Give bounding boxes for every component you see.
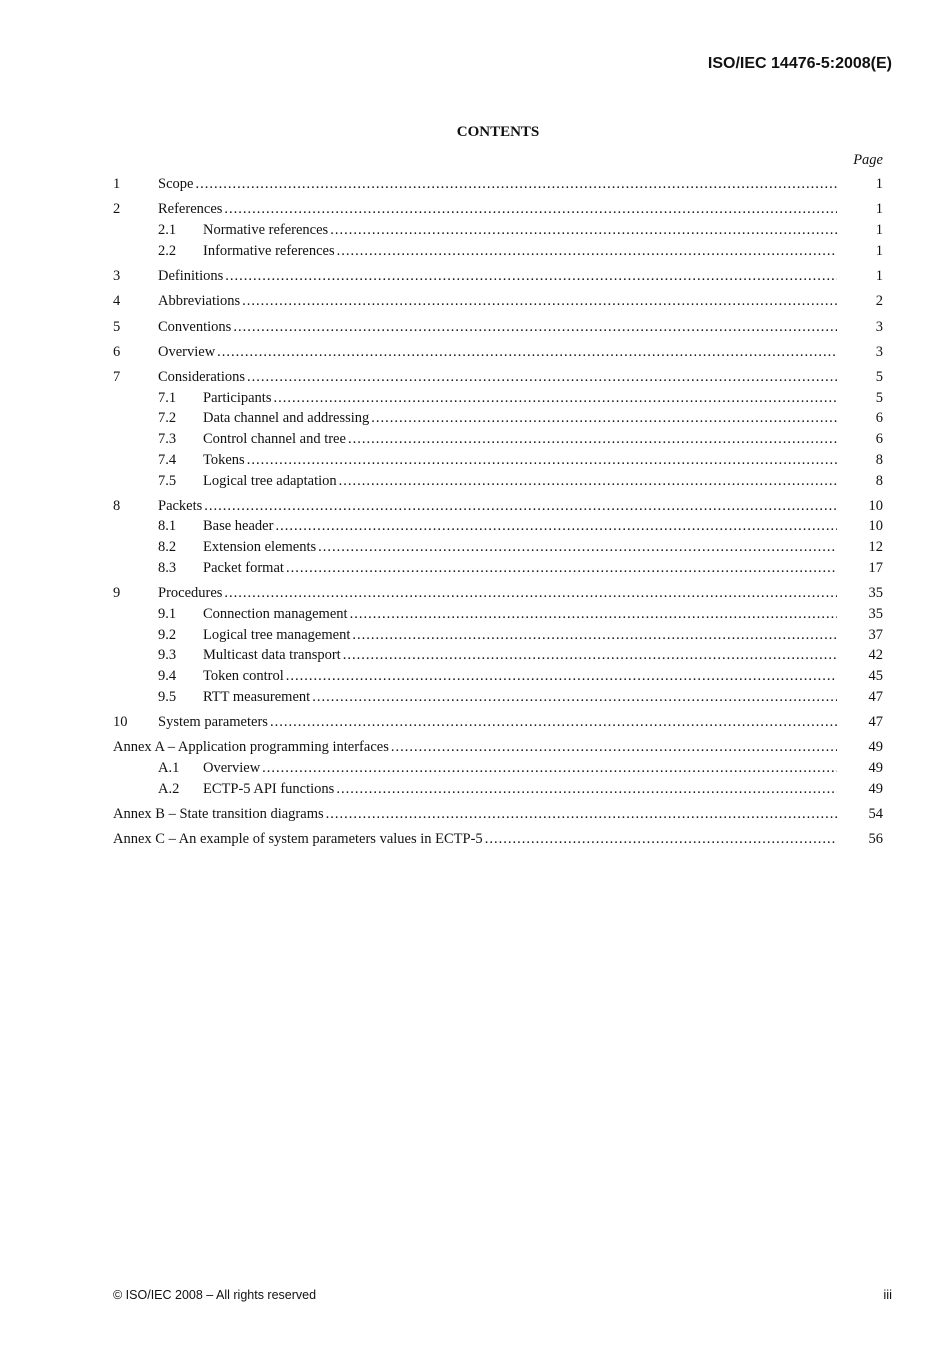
toc-entry-page: 49 — [868, 739, 883, 756]
toc-entry-title-cell — [203, 473, 837, 490]
toc-entry-number: 2.2 — [158, 242, 177, 259]
toc-dot-leader — [224, 201, 837, 218]
toc-entry-title-cell — [113, 831, 837, 848]
toc-entry-number: 7.1 — [158, 389, 177, 406]
toc-dot-leader — [273, 390, 837, 407]
toc-entry-title: Scope — [158, 176, 194, 192]
toc-entry[interactable] — [113, 806, 883, 827]
toc-entry-title-cell — [158, 714, 837, 731]
toc-dot-leader — [339, 473, 837, 490]
toc-entry-page: 17 — [868, 559, 883, 576]
toc-entry-title: Informative references — [203, 242, 335, 259]
toc-entry-page: 35 — [868, 605, 883, 622]
toc-entry[interactable] — [113, 473, 883, 494]
toc-entry-title: Extension elements — [203, 539, 317, 556]
toc-dot-leader — [330, 222, 837, 239]
toc-entry-number: 8.2 — [158, 539, 177, 556]
toc-entry[interactable] — [113, 319, 883, 340]
toc-entry-number: 9.3 — [158, 647, 177, 664]
toc-entry[interactable] — [113, 498, 883, 519]
toc-entry-title-cell — [203, 243, 837, 260]
document-code: ISO/IEC 14476-5:2008(E) — [707, 55, 892, 72]
toc-entry-title-cell — [158, 369, 837, 386]
toc-entry-title: Base header — [203, 518, 274, 535]
toc-entry-number: 4 — [113, 293, 121, 310]
toc-entry-page: 45 — [868, 667, 883, 684]
toc-dot-leader — [485, 831, 837, 848]
toc-entry-number: 9.4 — [158, 667, 177, 684]
toc-entry-page: 37 — [868, 626, 883, 643]
toc-entry-title-cell — [158, 201, 837, 218]
toc-entry-page: 42 — [868, 647, 883, 664]
toc-dot-leader — [391, 739, 837, 756]
toc-entry-title-cell — [203, 452, 837, 469]
toc-entry-number: 7.3 — [158, 431, 177, 448]
toc-entry-page: 3 — [875, 343, 883, 360]
toc-entry-title: System parameters — [158, 713, 268, 730]
toc-dot-leader — [350, 606, 837, 623]
toc-entry-title: Abbreviations — [158, 293, 241, 310]
toc-entry-title: References — [158, 201, 223, 218]
toc-entry-title: Overview — [203, 759, 261, 776]
toc-entry-title: Packet format — [203, 559, 284, 576]
toc-entry-number: 2 — [113, 201, 121, 218]
toc-dot-leader — [286, 668, 837, 685]
page-number: iii — [883, 1287, 892, 1302]
toc-entry-number: 8.1 — [158, 518, 177, 535]
toc-entry-title-cell — [203, 627, 837, 644]
toc-entry-title: Annex A – Application programming interfaces — [113, 739, 389, 756]
toc-entry-title-cell — [203, 668, 837, 685]
toc-entry[interactable] — [113, 739, 883, 760]
toc-entry-title: Logical tree adaptation — [203, 472, 337, 489]
toc-dot-leader — [195, 176, 837, 193]
toc-dot-leader — [352, 627, 837, 644]
toc-entry-title: Conventions — [158, 318, 232, 335]
toc-entry-title-cell — [158, 268, 837, 285]
toc-entry-title-cell — [203, 410, 837, 427]
toc-entry-title-cell — [113, 739, 837, 756]
toc-entry[interactable] — [113, 369, 883, 390]
toc-entry[interactable] — [113, 668, 883, 689]
table-of-contents — [113, 176, 883, 852]
toc-entry-title: Packets — [158, 497, 203, 514]
toc-entry[interactable] — [113, 293, 883, 314]
toc-entry-number: A.2 — [158, 780, 180, 797]
toc-entry-number: 7.4 — [158, 451, 177, 468]
toc-entry[interactable] — [113, 518, 883, 539]
toc-entry-page: 1 — [875, 242, 883, 259]
toc-entry[interactable] — [113, 344, 883, 365]
toc-entry[interactable] — [113, 627, 883, 648]
toc-entry[interactable] — [113, 781, 883, 802]
toc-dot-leader — [326, 806, 837, 823]
toc-entry-title-cell — [203, 647, 837, 664]
toc-entry-number: 10 — [113, 713, 128, 730]
toc-entry-page: 3 — [875, 318, 883, 335]
toc-entry-number: 7.2 — [158, 410, 177, 427]
toc-entry[interactable] — [113, 268, 883, 289]
toc-entry-page: 49 — [868, 780, 883, 797]
toc-entry-title-cell — [203, 606, 837, 623]
toc-entry-page: 10 — [868, 497, 883, 514]
toc-dot-leader — [318, 539, 837, 556]
toc-entry-number: A.1 — [158, 759, 180, 776]
toc-entry-page: 6 — [875, 431, 883, 448]
toc-entry-title-cell — [158, 585, 837, 602]
toc-entry-page: 1 — [875, 267, 883, 284]
toc-entry-number: 9 — [113, 585, 121, 602]
toc-entry-title: Procedures — [158, 585, 223, 602]
toc-entry[interactable] — [113, 390, 883, 411]
toc-entry-title: Token control — [203, 667, 284, 684]
toc-entry[interactable] — [113, 452, 883, 473]
toc-dot-leader — [371, 410, 837, 427]
toc-dot-leader — [247, 452, 837, 469]
toc-entry-number: 8 — [113, 497, 121, 514]
page-column-label: Page — [853, 152, 883, 168]
toc-entry-title-cell — [158, 344, 837, 361]
toc-entry-title-cell — [158, 293, 837, 310]
toc-entry-page: 1 — [875, 201, 883, 218]
toc-entry-page: 8 — [875, 472, 883, 489]
toc-entry-title-cell — [203, 222, 837, 239]
toc-entry-page: 2 — [875, 293, 883, 310]
toc-entry[interactable] — [113, 647, 883, 668]
toc-entry[interactable] — [113, 760, 883, 781]
copyright-notice: © ISO/IEC 2008 – All rights reserved — [113, 1288, 317, 1302]
toc-entry-page: 1 — [875, 221, 883, 238]
toc-entry[interactable] — [113, 201, 883, 222]
toc-entry-title: Multicast data transport — [203, 647, 341, 664]
toc-entry-title-cell — [203, 760, 837, 777]
toc-entry[interactable] — [113, 222, 883, 243]
toc-entry[interactable] — [113, 689, 883, 710]
toc-entry-title: Considerations — [158, 369, 245, 386]
toc-dot-leader — [217, 344, 837, 361]
toc-entry-title: Overview — [158, 343, 216, 360]
toc-entry-page: 54 — [868, 805, 883, 822]
toc-dot-leader — [270, 714, 837, 731]
toc-entry-page: 1 — [875, 176, 883, 192]
toc-dot-leader — [225, 268, 837, 285]
toc-entry-number: 3 — [113, 267, 121, 284]
toc-entry-title: Annex B – State transition diagrams — [113, 805, 324, 822]
toc-entry-page: 8 — [875, 451, 883, 468]
toc-entry-title-cell — [203, 689, 837, 706]
toc-entry-title: Data channel and addressing — [203, 410, 370, 427]
toc-entry[interactable] — [113, 606, 883, 627]
toc-entry[interactable] — [113, 539, 883, 560]
toc-entry-page: 10 — [868, 518, 883, 535]
toc-entry-number: 1 — [113, 176, 121, 192]
toc-entry-page: 56 — [868, 831, 883, 848]
toc-entry-title-cell — [203, 518, 837, 535]
toc-entry-title-cell — [203, 781, 837, 798]
toc-entry-title-cell — [203, 431, 837, 448]
toc-dot-leader — [286, 560, 837, 577]
toc-entry-title: Tokens — [203, 451, 245, 468]
toc-entry-number: 9.1 — [158, 605, 177, 622]
toc-dot-leader — [204, 498, 837, 515]
toc-entry[interactable] — [113, 243, 883, 264]
toc-entry-title-cell — [203, 390, 837, 407]
toc-dot-leader — [233, 319, 837, 336]
toc-dot-leader — [312, 689, 837, 706]
toc-entry-number: 8.3 — [158, 559, 177, 576]
toc-entry-title: RTT measurement — [203, 688, 311, 705]
toc-entry-number: 5 — [113, 318, 121, 335]
toc-dot-leader — [242, 293, 837, 310]
toc-entry[interactable] — [113, 831, 883, 852]
toc-dot-leader — [275, 518, 837, 535]
toc-entry-number: 9.5 — [158, 688, 177, 705]
toc-dot-leader — [343, 647, 837, 664]
toc-dot-leader — [348, 431, 837, 448]
toc-entry-title-cell — [158, 176, 837, 193]
toc-dot-leader — [337, 243, 837, 260]
toc-entry-title: Logical tree management — [203, 626, 351, 643]
toc-entry-number: 2.1 — [158, 221, 177, 238]
toc-entry-number: 9.2 — [158, 626, 177, 643]
toc-dot-leader — [224, 585, 837, 602]
toc-entry-title-cell — [203, 539, 837, 556]
toc-entry[interactable] — [113, 560, 883, 581]
toc-entry-page: 47 — [868, 688, 883, 705]
toc-entry-page: 35 — [868, 585, 883, 602]
toc-entry-number: 7 — [113, 369, 121, 386]
toc-entry[interactable] — [113, 714, 883, 735]
toc-dot-leader — [262, 760, 837, 777]
toc-entry-number: 7.5 — [158, 472, 177, 489]
toc-entry-title: Control channel and tree — [203, 431, 346, 448]
toc-entry-title: Annex C – An example of system parameters values in ECTP-5 — [113, 831, 483, 848]
toc-entry-page: 47 — [868, 713, 883, 730]
toc-entry-page: 5 — [875, 369, 883, 386]
toc-entry-number: 6 — [113, 343, 121, 360]
toc-entry-title-cell — [203, 560, 837, 577]
toc-entry-title-cell — [113, 806, 837, 823]
toc-dot-leader — [336, 781, 837, 798]
toc-entry-title-cell — [158, 498, 837, 515]
toc-dot-leader — [247, 369, 837, 386]
toc-entry-title: Participants — [203, 389, 272, 406]
toc-entry-page: 5 — [875, 389, 883, 406]
toc-entry-title: Connection management — [203, 605, 348, 622]
toc-entry[interactable] — [113, 585, 883, 606]
toc-entry-title: Normative references — [203, 221, 329, 238]
toc-entry-title-cell — [158, 319, 837, 336]
toc-entry-title: Definitions — [158, 267, 224, 284]
toc-entry-title: ECTP-5 API functions — [203, 780, 335, 797]
toc-entry[interactable] — [113, 410, 883, 431]
toc-entry[interactable] — [113, 176, 883, 197]
toc-entry-page: 12 — [868, 539, 883, 556]
page-title: CONTENTS — [456, 124, 540, 140]
toc-entry-page: 49 — [868, 759, 883, 776]
toc-entry[interactable] — [113, 431, 883, 452]
toc-entry-page: 6 — [875, 410, 883, 427]
